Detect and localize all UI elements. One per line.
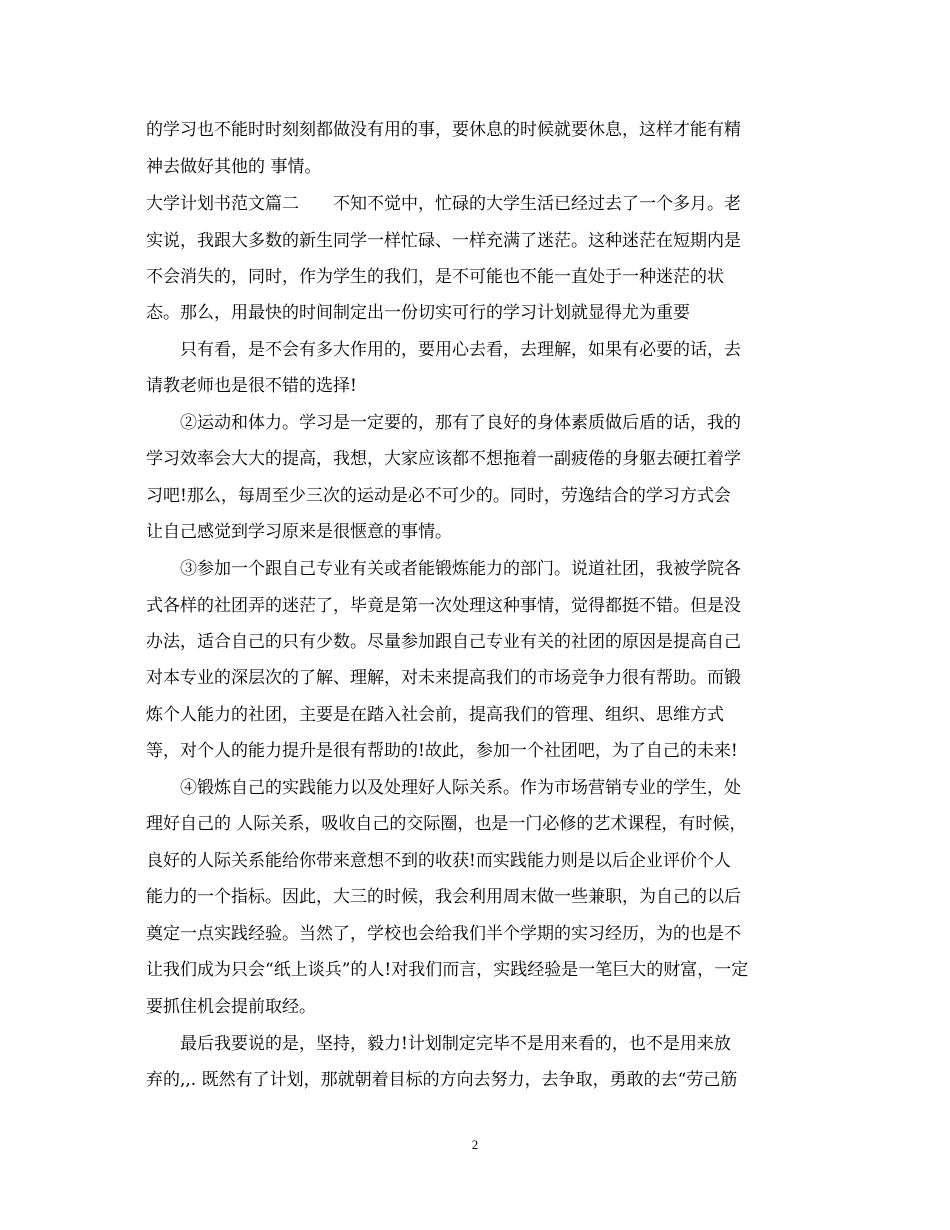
text-line: 神去做好其他的 事情。 (146, 157, 322, 177)
text-line: 最后我要说的是，坚持，毅力!计划制定完毕不是用来看的，也不是用来放 (146, 1034, 731, 1054)
text-line: ③参加一个跟自己专业有关或者能锻炼能力的部门。说道社团，我被学院各 (146, 559, 741, 579)
text-line: 不会消失的，同时，作为学生的我们，是不可能也不能一直处于一种迷茫的状 (146, 267, 724, 287)
text-line: 式各样的社团弄的迷茫了，毕竟是第一次处理这种事情，觉得都挺不错。但是没 (146, 596, 741, 616)
text-line: 奠定一点实践经验。当然了，学校也会给我们半个学期的实习经历，为的也是不 (146, 924, 741, 944)
text-line: 请教老师也是很不错的选择! (146, 376, 357, 396)
text-line: 态。那么，用最快的时间制定出一份切实可行的学习计划就显得尤为重要 (146, 303, 690, 323)
text-line: 理好自己的 人际关系，吸收自己的交际圈，也是一门必修的艺术课程，有时候， (146, 814, 747, 834)
text-line: 办法，适合自己的只有少数。尽量参加跟自己专业有关的社团的原因是提高自己 (146, 632, 741, 652)
text-line: 弃的,,. 既然有了计划，那就朝着目标的方向去努力，去争取，勇敢的去“劳己筋 (146, 1070, 738, 1090)
text-line: 让自己感觉到学习原来是很惬意的事情。 (146, 522, 452, 542)
text-line: 习吧!那么，每周至少三次的运动是必不可少的。同时，劳逸结合的学习方式会 (146, 486, 731, 506)
text-line: 实说，我跟大多数的新生同学一样忙碌、一样充满了迷茫。这种迷茫在短期内是 (146, 231, 741, 251)
text-line: 等，对个人的能力提升是很有帮助的!故此，参加一个社团吧，为了自己的未来! (146, 741, 738, 761)
text-line: 只有看，是不会有多大作用的，要用心去看，去理解，如果有必要的话，去 (146, 340, 741, 360)
text-line: 炼个人能力的社团，主要是在踏入社会前，提高我们的管理、组织、思维方式 (146, 705, 724, 725)
text-line: ④锻炼自己的实践能力以及处理好人际关系。作为市场营销专业的学生，处 (146, 778, 741, 798)
text-line: ②运动和体力。学习是一定要的，那有了良好的身体素质做后盾的话，我的 (146, 413, 741, 433)
text-line: 良好的人际关系能给你带来意想不到的收获!而实践能力则是以后企业评价个人 (146, 851, 731, 871)
page-number: 2 (471, 1137, 479, 1152)
text-line: 大学计划书范文篇二 不知不觉中，忙碌的大学生活已经过去了一个多月。老 (146, 194, 741, 214)
text-line: 学习效率会大大的提高，我想，大家应该都不想拖着一副疲倦的身躯去硬扛着学 (146, 449, 741, 469)
text-line: 能力的一个指标。因此，大三的时候，我会利用周末做一些兼职，为自己的以后 (146, 887, 741, 907)
text-line: 让我们成为只会“纸上谈兵”的人!对我们而言，实践经验是一笔巨大的财富，一定 (146, 960, 749, 980)
text-line: 对本专业的深层次的了解、理解，对未来提高我们的市场竞争力很有帮助。而锻 (146, 668, 741, 688)
text-line: 的学习也不能时时刻刻都做没有用的事，要休息的时候就要休息，这样才能有精 (146, 120, 741, 140)
text-line: 要抓住机会提前取经。 (146, 997, 316, 1017)
